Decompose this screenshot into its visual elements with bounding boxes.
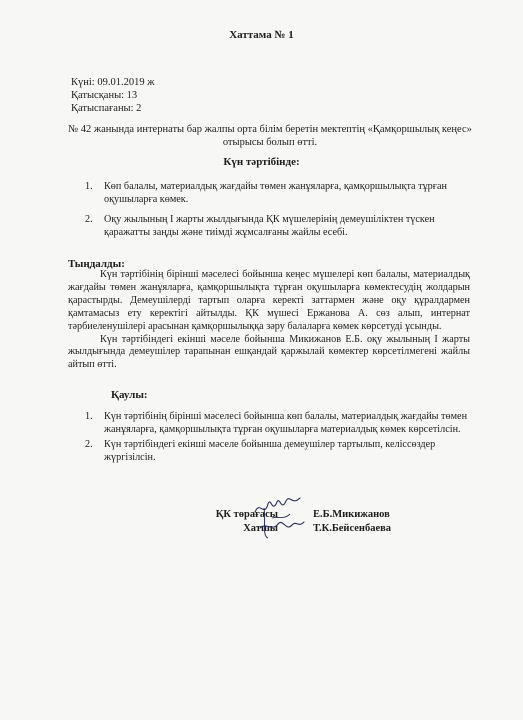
meeting-date: Күні: 09.01.2019 ж bbox=[71, 77, 155, 88]
agenda-item bbox=[85, 213, 465, 239]
tyndaldy-body bbox=[68, 269, 470, 372]
signature-names bbox=[313, 508, 391, 535]
handwritten-signature bbox=[250, 492, 310, 544]
decision-item-number: 2. bbox=[85, 439, 93, 450]
agenda-item-number: 1. bbox=[85, 181, 93, 192]
meta-block bbox=[71, 76, 154, 115]
tyndaldy-heading: Тыңдалды: bbox=[68, 258, 125, 270]
chair-name: Е.Б.Микижанов bbox=[313, 509, 390, 520]
agenda-item-text: Оқу жылының I жарты жылдығында ҚК мүшелерінің демеушіліктен түскен қаражатты заңды және тиімді жұмсалғаны жайлы есебі. bbox=[104, 214, 435, 238]
secretary-title: Хатшы bbox=[243, 522, 278, 534]
agenda-item bbox=[85, 180, 465, 206]
tyndaldy-paragraph-1: Күн тәртібінің бірінші мәселесі бойынша кеңес мүшелері көп балалы, материалдық жағдайы төмен жанұяларға, қамқоршылықта тұрған оқушыларға көмектесудің жолдарын қарастырды. Демеушілерді тартып оларға керекті заттармен және оқу құралдармен қамтамасыз ету керектігі айтылды. ҚК мүшесі Ержанова А. сөз алып, интернат тәрбиеленушілері арасынан қамқоршылыққа зәру балаларға көмек көрсетуді ұсынды. bbox=[68, 269, 470, 332]
decision-item-text: Күн тәртібіндегі екінші мәселе бойынша демеушілер тартылып, келіссөздер жүргізілсін. bbox=[104, 439, 436, 463]
qauly-heading: Қаулы: bbox=[111, 389, 148, 401]
document-title: Хаттама № 1 bbox=[229, 29, 294, 41]
attended-count: Қатысқаны: 13 bbox=[71, 90, 138, 101]
decision-item-text: Күн тәртібінің бірінші мәселесі бойынша көп балалы, материалдық жағдайы төмен жанұяларға, қамқоршылықта тұрған оқушыларға материалдық көмек көрсетілсін. bbox=[104, 411, 468, 435]
agenda-item-number: 2. bbox=[85, 214, 93, 225]
absent-count: Қатыспағаны: 2 bbox=[71, 103, 142, 114]
decision-item bbox=[85, 410, 470, 436]
decision-list bbox=[85, 410, 470, 466]
agenda-item-text: Көп балалы, материалдық жағдайы төмен жанұяларға, қамқоршылықта тұрған оқушыларға көмек. bbox=[104, 181, 447, 205]
decision-item bbox=[85, 438, 470, 464]
secretary-name: Т.К.Бейсенбаева bbox=[313, 522, 392, 534]
agenda-heading: Күн тәртібінде: bbox=[223, 156, 300, 168]
chair-title: ҚК төрағасы bbox=[215, 509, 278, 520]
agenda-list bbox=[85, 180, 465, 246]
tyndaldy-paragraph-2: Күн тәртібіндегі екінші мәселе бойынша Микижанов Е.Б. оқу жылының I жарты жылдығында демеушілер тарапынан ешқандай қаржылай көмектер көрсетілмегені жайлы айтып өтті. bbox=[68, 333, 470, 371]
decision-item-number: 1. bbox=[85, 411, 93, 422]
intro-text: № 42 жанында интернаты бар жалпы орта білім беретін мектептің «Қамқоршылық кеңес» отырысы болып өтті. bbox=[68, 124, 472, 148]
